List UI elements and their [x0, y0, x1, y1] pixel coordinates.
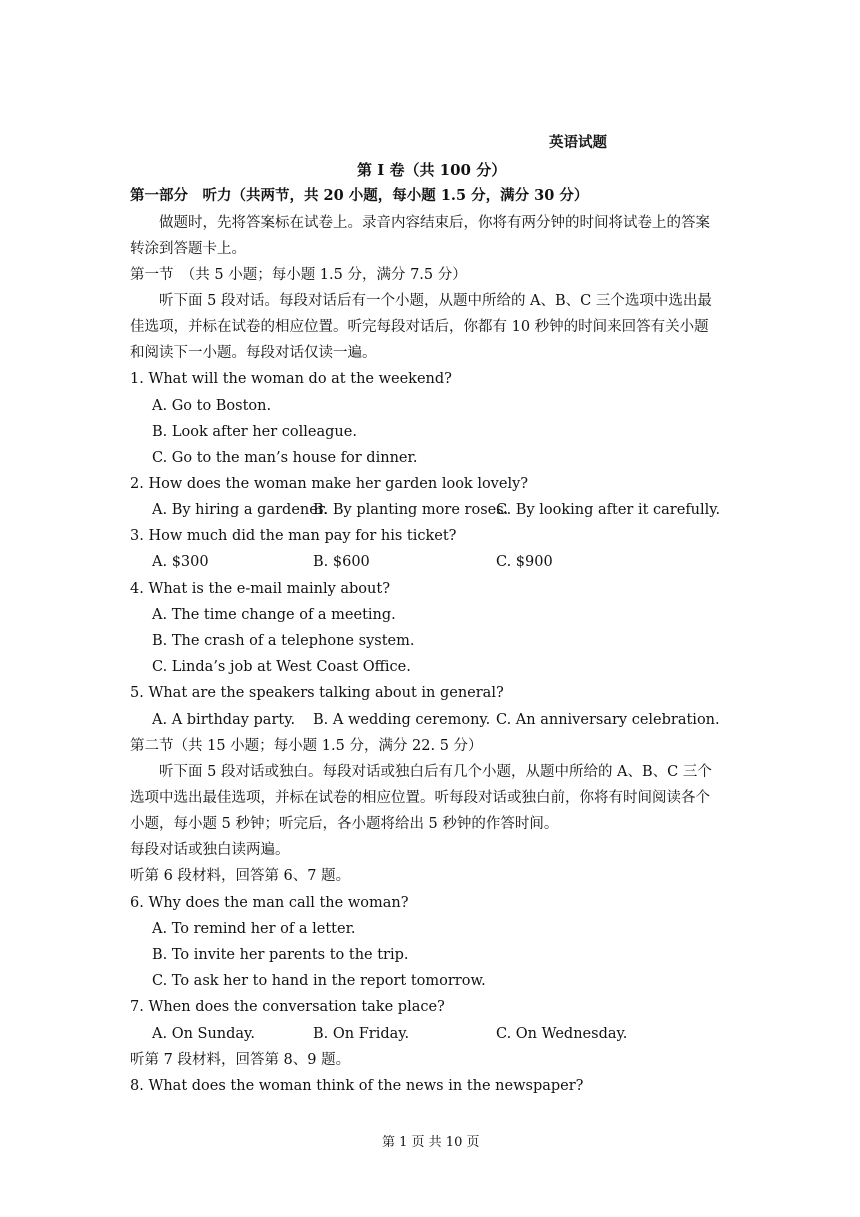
q1-option-c: C. Go to the man’s house for dinner. — [152, 450, 418, 466]
q2-option-b: B. By planting more roses. — [313, 502, 509, 518]
section1-heading: 第一节 （共 5 小题；每小题 1.5 分，满分 7.5 分） — [130, 267, 467, 283]
material7-note: 听第 7 段材料，回答第 8、9 题。 — [130, 1052, 351, 1068]
exam-title: 英语试题 — [549, 134, 607, 151]
q1-option-a: A. Go to Boston. — [152, 398, 272, 414]
part1-intro-line1: 做题时，先将答案标在试卷上。录音内容结束后，你将有两分钟的时间将试卷上的答案 — [159, 215, 710, 231]
q5-stem: 5. What are the speakers talking about in general? — [130, 685, 504, 701]
q5-option-a: A. A birthday party. — [152, 712, 296, 728]
q4-option-b: B. The crash of a telephone system. — [152, 633, 415, 649]
q3-option-c: C. $900 — [496, 554, 553, 570]
q6-option-c: C. To ask her to hand in the report tomorrow. — [152, 973, 486, 989]
q6-stem: 6. Why does the man call the woman? — [130, 895, 409, 911]
part1-intro-line2: 转涂到答题卡上。 — [130, 241, 246, 257]
q7-option-b: B. On Friday. — [313, 1026, 410, 1042]
material6-note: 听第 6 段材料，回答第 6、7 题。 — [130, 868, 351, 884]
q3-option-b: B. $600 — [313, 554, 370, 570]
q4-option-a: A. The time change of a meeting. — [152, 607, 396, 623]
part1-heading: 第一部分 听力（共两节，共 20 小题，每小题 1.5 分，满分 30 分） — [130, 187, 589, 204]
section1-instr-line1: 听下面 5 段对话。每段对话后有一个小题，从题中所给的 A、B、C 三个选项中选出最 — [159, 293, 712, 309]
q6-option-a: A. To remind her of a letter. — [152, 921, 356, 937]
q7-option-a: A. On Sunday. — [152, 1026, 255, 1042]
page-footer: 第 1 页 共 10 页 — [382, 1135, 480, 1150]
q4-stem: 4. What is the e-mail mainly about? — [130, 581, 390, 597]
q7-option-c: C. On Wednesday. — [496, 1026, 628, 1042]
q2-stem: 2. How does the woman make her garden look lovely? — [130, 476, 529, 492]
q2-option-c: C. By looking after it carefully. — [496, 502, 721, 518]
section2-instr-line1: 听下面 5 段对话或独白。每段对话或独白后有几个小题，从题中所给的 A、B、C 三个 — [159, 764, 712, 780]
q6-option-b: B. To invite her parents to the trip. — [152, 947, 409, 963]
q8-stem: 8. What does the woman think of the news in the newspaper? — [130, 1078, 584, 1094]
volume-heading: 第 I 卷（共 100 分） — [357, 161, 507, 179]
q7-stem: 7. When does the conversation take place? — [130, 999, 445, 1015]
q4-option-c: C. Linda’s job at West Coast Office. — [152, 659, 411, 675]
section1-instr-line2: 佳选项，并标在试卷的相应位置。听完每段对话后，你都有 10 秒钟的时间来回答有关小题 — [130, 319, 709, 335]
section2-instr-line2: 选项中选出最佳选项，并标在试卷的相应位置。听每段对话或独白前，你将有时间阅读各个 — [130, 790, 710, 806]
q3-stem: 3. How much did the man pay for his ticket? — [130, 528, 457, 544]
q5-option-c: C. An anniversary celebration. — [496, 712, 720, 728]
q2-option-a: A. By hiring a gardener. — [152, 502, 328, 518]
section2-heading: 第二节（共 15 小题；每小题 1.5 分，满分 22. 5 分） — [130, 738, 483, 754]
q1-stem: 1. What will the woman do at the weekend? — [130, 371, 452, 387]
q5-option-b: B. A wedding ceremony. — [313, 712, 491, 728]
q1-option-b: B. Look after her colleague. — [152, 424, 357, 440]
q3-option-a: A. $300 — [152, 554, 209, 570]
section1-instr-line3: 和阅读下一小题。每段对话仅读一遍。 — [130, 345, 377, 361]
section2-instr-line3: 小题，每小题 5 秒钟；听完后，各小题将给出 5 秒钟的作答时间。 — [130, 816, 559, 832]
section2-instr-line4: 每段对话或独白读两遍。 — [130, 842, 290, 858]
